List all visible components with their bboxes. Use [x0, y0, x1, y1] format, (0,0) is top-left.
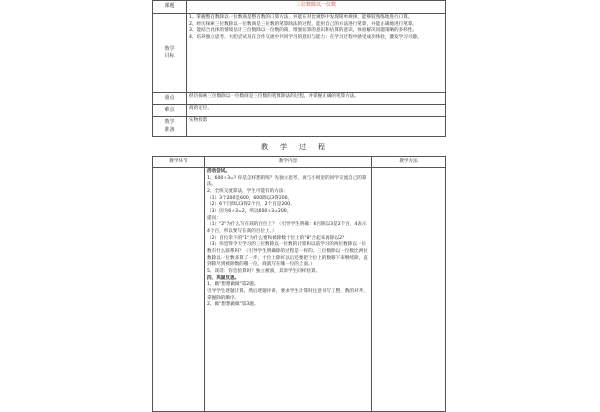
content-line: （2）百位余下的"1"为什么要和被除数十位上的"8"合起来再除以2？: [207, 235, 347, 241]
preparation-row: [153, 117, 446, 137]
process-title-row: [153, 137, 446, 157]
lesson-info-table: [152, 0, 446, 137]
preparation-label: [153, 117, 187, 137]
goals-label: [153, 14, 187, 93]
difficulty-label: 难点: [153, 105, 187, 117]
difficulty-row: [153, 105, 446, 117]
section-title: 四、巩固反思。: [207, 275, 240, 281]
goal-item: 1、掌握整百数除以一位数商是整百数的口算方法，并能在对比观察中发现简单规律，能够较熟练地进行口算。: [189, 15, 413, 20]
goal-item: 3、能结合具体的情境估计三位数除以一位数的商，增强估算的意识和估算的意识，体验解决问题策略的多样性。: [189, 28, 418, 34]
topic-row: [153, 1, 446, 14]
col-method-header: 教学方法: [372, 157, 446, 168]
content-line: 5、谈话：你会验算吗？独立板演，其余学生同样验算。: [207, 268, 321, 274]
content-line: 1、600÷3=? 你是怎样想的呢？先独立思考，再与小组里的同学交流自己的算法。: [207, 175, 367, 188]
goals-label-line: 目标: [164, 53, 175, 59]
goal-item: 2、经历探索三位数除以一位数商是三位数的笔算除法的过程，能用自己的方法进行笔算，并能正确地进行笔算。: [189, 21, 418, 27]
content-line: （3）你觉得今天学习的三位数除以一位数的计算和以前学习的两位数除以一位数有什么联系吗？（引导学生明确除的过程是一样的。三位数除以一位数比两位数除以一位数多算了一步，十位上除好以后还要把个位上的数移下来继续除，直到除尽到被除数的哪一位，商就写在哪一位的上面。）: [207, 242, 368, 268]
content-line: 2、全班交流算法，学生可能有的方法：: [207, 189, 289, 195]
goals-content: [187, 14, 446, 93]
preparation-label-line: 准备: [164, 126, 175, 133]
content-line: （1）"2"为什么写在商的百位上？（引导学生明确：6百除以3是2个百，4表示4个百，所以要写在商的百位上。）: [207, 222, 367, 235]
content-line: （1）3个200是600，600除以3得200。: [207, 195, 293, 201]
preparation-label-line: 教学: [164, 119, 175, 126]
difficulty-value: 商的定位。: [187, 105, 446, 117]
key-point-value: 经历探索三位数除以一位数商是三位数的笔算除法的过程，并掌握正确的笔算方法。: [187, 93, 446, 105]
content-line: （2）6个百除以3得2个百，2个百是200。: [207, 202, 295, 208]
process-table: [152, 137, 446, 412]
content-line: 提问：: [207, 215, 221, 221]
goals-row: [153, 14, 446, 93]
content-cell: [205, 168, 372, 412]
key-point-row: [153, 93, 446, 105]
content-line: 2、做"想想做做"第3题。: [207, 302, 259, 308]
process-title: 教学过程: [153, 137, 446, 157]
content-line: 引导学生逐题计算，然后逐题评讲，要求学生计算时注意书写工整，数的对齐，掌握除的顺序。: [207, 288, 368, 301]
goals-label-line: 教学: [164, 45, 175, 52]
process-header-row: [153, 157, 446, 168]
content-line: 1、做"想想做做"第2题。: [207, 282, 259, 288]
topic-label: 课题: [153, 1, 187, 14]
topic-value: 三位数除以一位数: [187, 1, 446, 14]
method-cell: [372, 168, 446, 412]
lesson-plan-document: [152, 0, 445, 400]
process-body-row: [153, 168, 446, 412]
preparation-value: 实物投影: [187, 117, 446, 137]
section-title: 活动尝试。: [207, 169, 230, 175]
goal-item: 4、培养独立思考、大胆尝试及在合作交流中共同学习的意识与能力；在学习过程中感受成功体验，激发学习兴趣。: [189, 34, 422, 40]
col-content-header: 教学内容: [205, 157, 372, 168]
stage-cell: [153, 168, 205, 412]
key-point-label: 重点: [153, 93, 187, 105]
content-line: （3）因为6÷3=2，所以600÷3=200。: [207, 209, 292, 215]
col-stage-header: 教学环节: [153, 157, 205, 168]
